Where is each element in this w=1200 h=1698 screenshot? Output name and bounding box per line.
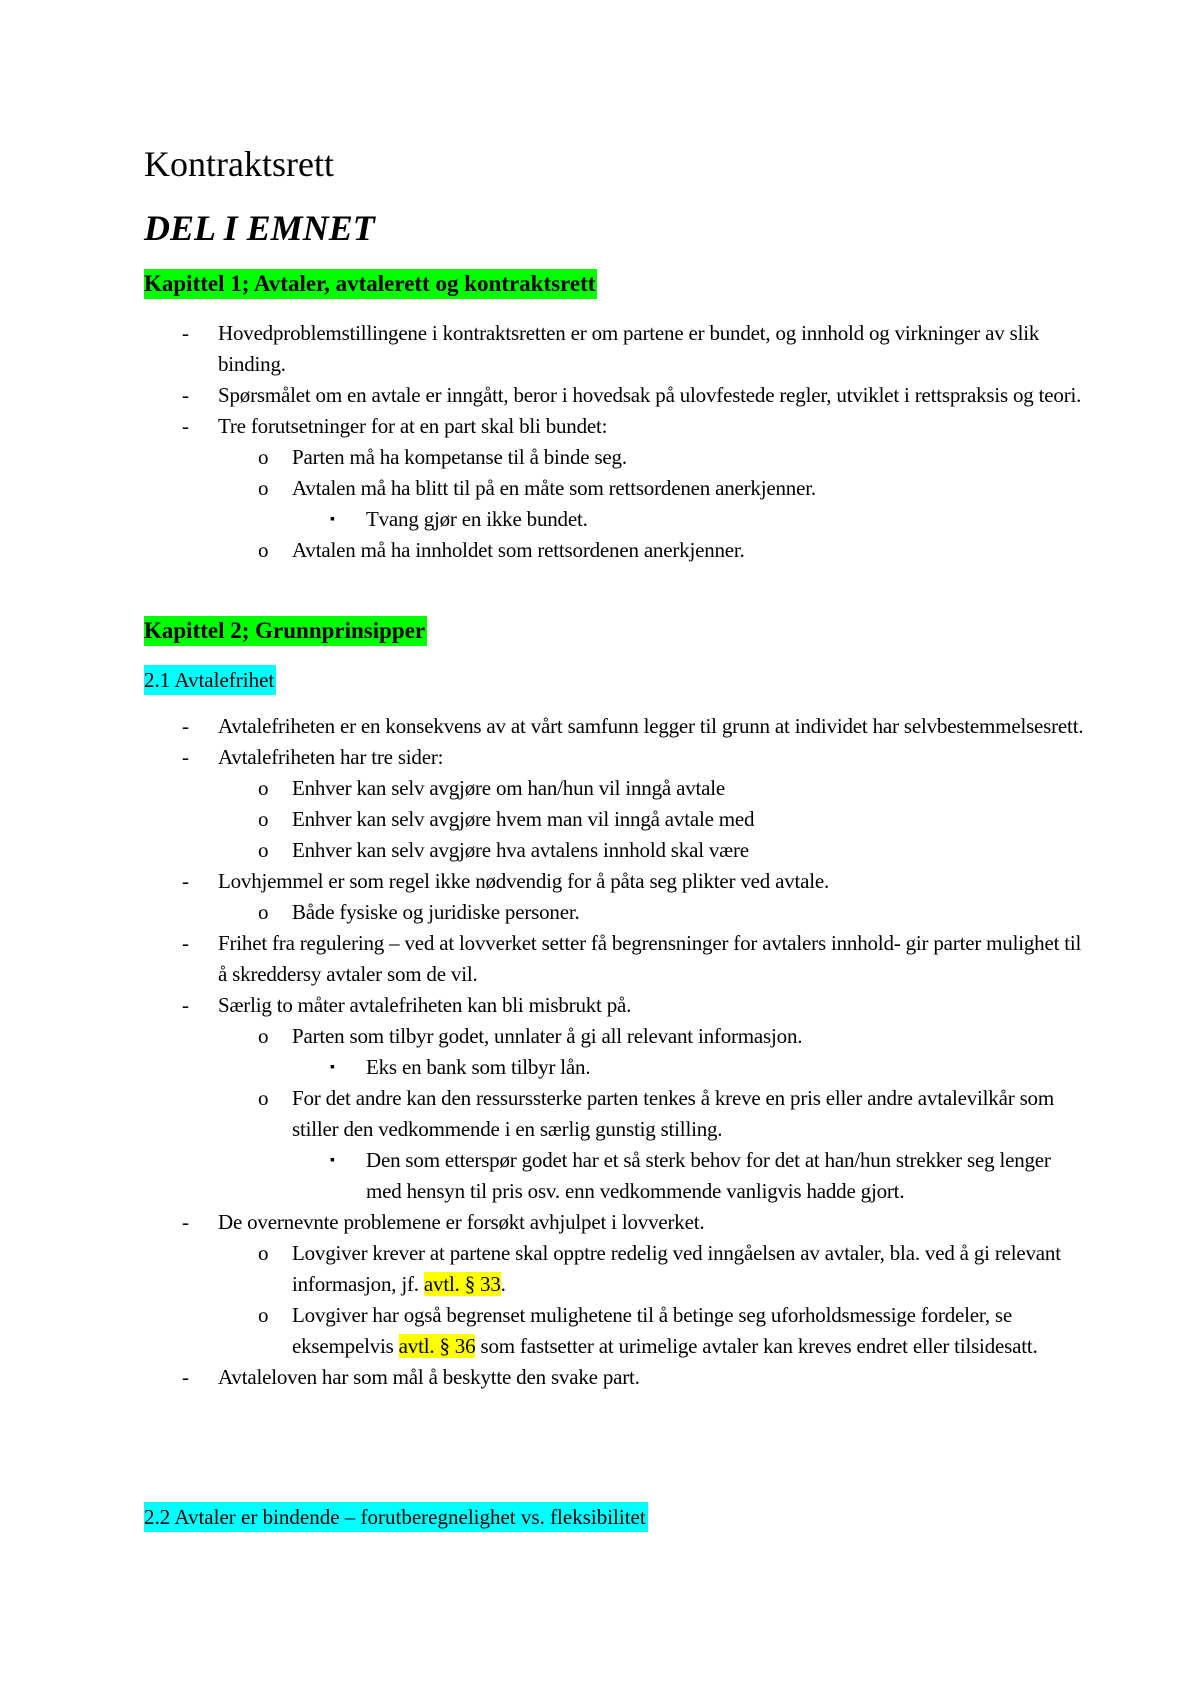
list-item: - Avtalefriheten har tre sider:	[144, 742, 1084, 773]
chapter-2-heading: Kapittel 2; Grunnprinsipper	[144, 616, 427, 646]
square-bullet: ▪	[330, 512, 335, 527]
list-item: - Tre forutsetninger for at en part skal bli bundet:	[144, 411, 1084, 442]
section-2-1-heading: 2.1 Avtalefrihet	[144, 665, 276, 695]
circle-bullet: o	[258, 1303, 269, 1327]
circle-bullet: o	[258, 1024, 269, 1048]
dash-bullet: -	[182, 714, 189, 738]
circle-bullet: o	[258, 476, 269, 500]
list-item: o Parten må ha kompetanse til å binde seg.	[144, 442, 1084, 473]
dash-bullet: -	[182, 414, 189, 438]
list-item: ▪ Tvang gjør en ikke bundet.	[144, 504, 1084, 535]
list-item: - Spørsmålet om en avtale er inngått, beror i hovedsak på ulovfestede regler, utviklet i rettspraksis og teori.	[144, 380, 1084, 411]
list-item: o Enhver kan selv avgjøre om han/hun vil inngå avtale	[144, 773, 1084, 804]
list-item: o Lovgiver krever at partene skal opptre redelig ved inngåelsen av avtaler, bla. ved å gi relevant informasjon, jf. avtl. § 33.	[144, 1238, 1084, 1300]
list-item: - Lovhjemmel er som regel ikke nødvendig for å påta seg plikter ved avtale.	[144, 866, 1084, 897]
chapter-1-heading: Kapittel 1; Avtaler, avtalerett og kontraktsrett	[144, 269, 597, 299]
circle-bullet: o	[258, 838, 269, 862]
list-item: - Særlig to måter avtalefriheten kan bli misbrukt på.	[144, 990, 1084, 1021]
dash-bullet: -	[182, 745, 189, 769]
list-item: - Hovedproblemstillingene i kontraktsretten er om partene er bundet, og innhold og virkninger av slik binding.	[144, 318, 1084, 380]
circle-bullet: o	[258, 776, 269, 800]
list-item: ▪ Den som etterspør godet har et så sterk behov for det at han/hun strekker seg lenger med hensyn til pris osv. enn vedkommende vanligvis hadde gjort.	[144, 1145, 1084, 1207]
circle-bullet: o	[258, 538, 269, 562]
list-item: o Enhver kan selv avgjøre hvem man vil inngå avtale med	[144, 804, 1084, 835]
law-reference-highlight: avtl. § 33	[423, 1272, 501, 1296]
chapter-1-list	[144, 318, 1084, 566]
document-subtitle: DEL I EMNET	[144, 208, 375, 248]
list-item: - De overnevnte problemene er forsøkt avhjulpet i lovverket.	[144, 1207, 1084, 1238]
list-item: o For det andre kan den ressurssterke parten tenkes å kreve en pris eller andre avtalevilkår som stiller den vedkommende i en særlig gunstig stilling.	[144, 1083, 1084, 1145]
list-item: o Enhver kan selv avgjøre hva avtalens innhold skal være	[144, 835, 1084, 866]
section-2-2-heading: 2.2 Avtaler er bindende – forutberegnelighet vs. fleksibilitet	[144, 1502, 648, 1532]
list-item: - Avtalefriheten er en konsekvens av at vårt samfunn legger til grunn at individet har selvbestemmelsesrett.	[144, 711, 1084, 742]
section-2-1-list	[144, 711, 1084, 1393]
list-item: ▪ Eks en bank som tilbyr lån.	[144, 1052, 1084, 1083]
law-reference-highlight: avtl. § 36	[398, 1334, 476, 1358]
dash-bullet: -	[182, 931, 189, 955]
list-item: o Parten som tilbyr godet, unnlater å gi all relevant informasjon.	[144, 1021, 1084, 1052]
document-title: Kontraktsrett	[144, 144, 334, 184]
circle-bullet: o	[258, 1241, 269, 1265]
circle-bullet: o	[258, 900, 269, 924]
dash-bullet: -	[182, 1210, 189, 1234]
list-item: o Avtalen må ha innholdet som rettsordenen anerkjenner.	[144, 535, 1084, 566]
dash-bullet: -	[182, 1365, 189, 1389]
dash-bullet: -	[182, 993, 189, 1017]
square-bullet: ▪	[330, 1153, 335, 1168]
list-item: - Avtaleloven har som mål å beskytte den svake part.	[144, 1362, 1084, 1393]
list-item: o Avtalen må ha blitt til på en måte som rettsordenen anerkjenner.	[144, 473, 1084, 504]
square-bullet: ▪	[330, 1060, 335, 1075]
dash-bullet: -	[182, 383, 189, 407]
list-item: - Frihet fra regulering – ved at lovverket setter få begrensninger for avtalers innhold- gir parter mulighet til å skreddersy avtaler som de vil.	[144, 928, 1084, 990]
circle-bullet: o	[258, 445, 269, 469]
circle-bullet: o	[258, 807, 269, 831]
circle-bullet: o	[258, 1086, 269, 1110]
dash-bullet: -	[182, 869, 189, 893]
list-item: o Både fysiske og juridiske personer.	[144, 897, 1084, 928]
dash-bullet: -	[182, 321, 189, 345]
list-item: o Lovgiver har også begrenset mulighetene til å betinge seg uforholdsmessige fordeler, se eksempelvis avtl. § 36 som fastsetter at urimelige avtaler kan kreves endret eller tilsidesatt.	[144, 1300, 1084, 1362]
